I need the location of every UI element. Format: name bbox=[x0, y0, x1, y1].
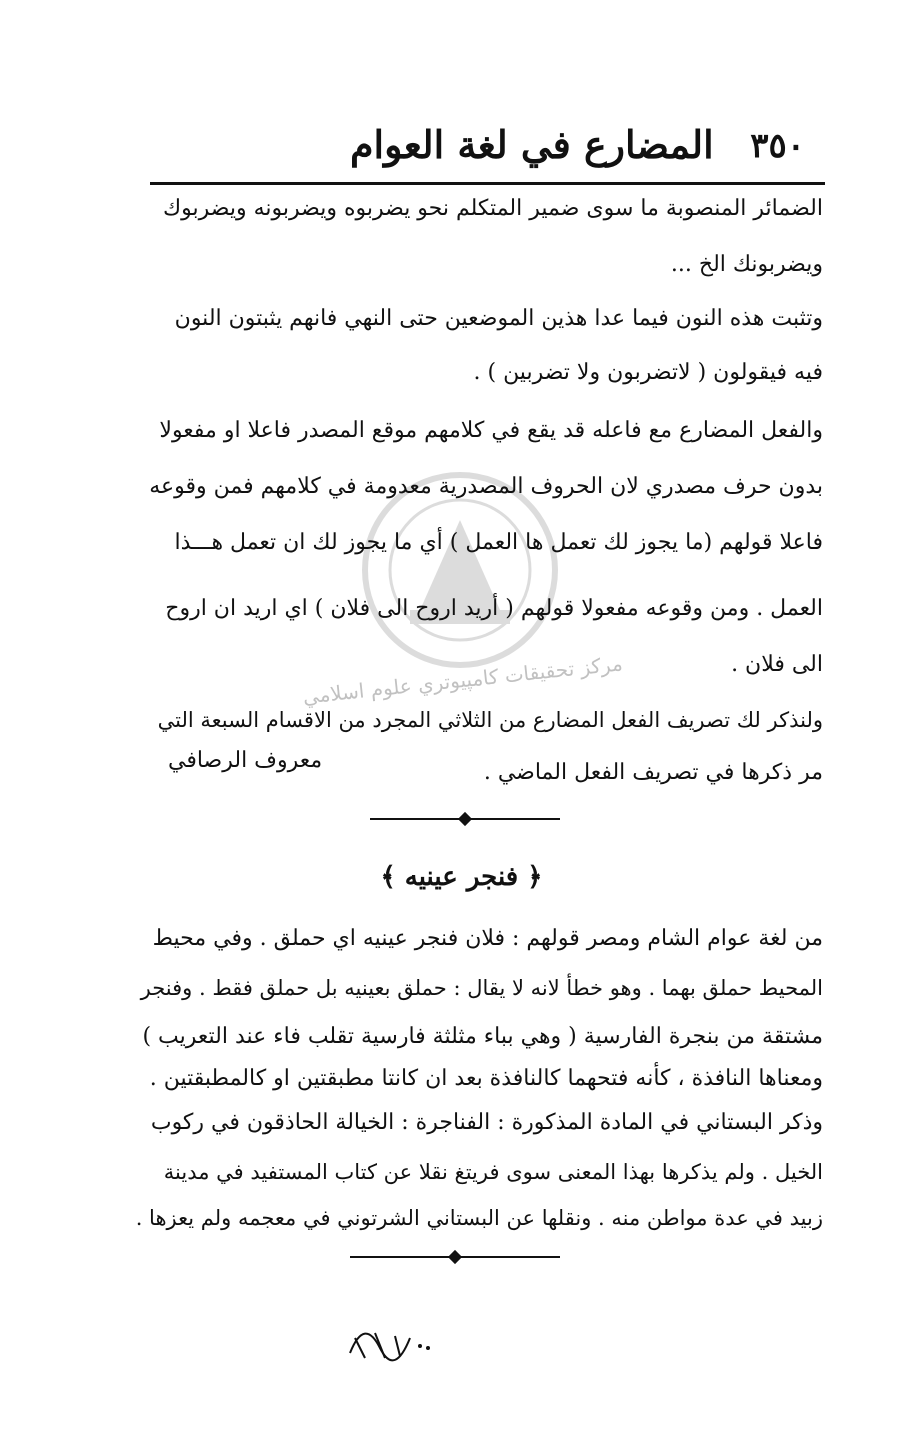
section-line: مشتقة من بنجرة الفارسية ( وهي بباء مثلثة فارسية تقلب فاء عند التعريب ) bbox=[142, 1024, 823, 1049]
body-line: والفعل المضارع مع فاعله قد يقع في كلامهم موقع المصدر فاعلا او مفعولا bbox=[159, 418, 823, 443]
body-line: ولنذكر لك تصريف الفعل المضارع من الثلاثي المجرد من الاقسام السبعة التي bbox=[157, 708, 823, 732]
section-title: ﴿ فنجر عينيه ﴾ bbox=[380, 862, 543, 892]
page-header bbox=[150, 122, 825, 182]
section-line: وذكر البستاني في المادة المذكورة : الفناجرة : الخيالة الحاذقون في ركوب bbox=[150, 1110, 823, 1135]
body-line: فيه فيقولون ( لاتضربون ولا تضربين ) . bbox=[473, 360, 823, 385]
section-line: من لغة عوام الشام ومصر قولهم : فلان فنجر عينيه اي حملق . وفي محيط bbox=[152, 926, 823, 951]
body-line: ويضربونك الخ ... bbox=[670, 252, 823, 277]
body-line: وتثبت هذه النون فيما عدا هذين الموضعين حتى النهي فانهم يثبتون النون bbox=[174, 306, 823, 331]
section-line: ومعناها النافذة ، كأنه فتحهما كالنافذة بعد ان كانتا مطبقتين او كالمطبقتين . bbox=[149, 1066, 823, 1091]
author-signature: معروف الرصافي bbox=[168, 748, 323, 773]
section-line: الخيل . ولم يذكرها بهذا المعنى سوى فريتغ نقلا عن كتاب المستفيد في مدينة bbox=[163, 1160, 823, 1184]
header-rule bbox=[150, 182, 825, 185]
bottom-divider bbox=[350, 1256, 560, 1258]
section-divider bbox=[370, 818, 560, 820]
section-line: المحيط حملق بهما . وهو خطأ لانه لا يقال : حملق بعينيه بل حملق فقط . وفنجر bbox=[140, 976, 823, 1000]
body-line: الى فلان . bbox=[731, 652, 823, 677]
section-line: زبيد في عدة مواطن منه . ونقلها عن البستاني الشرتوني في معجمه ولم يعزها . bbox=[135, 1206, 823, 1230]
end-ornament-icon bbox=[340, 1318, 440, 1368]
watermark-text: مركز تحقيقات كامپيوتري علوم اسلامي bbox=[301, 651, 624, 709]
body-line: فاعلا قولهم (ما يجوز لك تعمل ها العمل ) أي ما يجوز لك ان تعمل هـــذا bbox=[174, 530, 823, 555]
body-line: مر ذكرها في تصريف الفعل الماضي . bbox=[483, 760, 823, 785]
running-title: المضارع في لغة العوام bbox=[350, 122, 714, 167]
body-line: العمل . ومن وقوعه مفعولا قولهم ( أريد اروح الى فلان ) اي اريد ان اروح bbox=[165, 596, 823, 621]
page-number: ٣٥٠ bbox=[750, 126, 805, 166]
body-line: الضمائر المنصوبة ما سوى ضمير المتكلم نحو يضربوه ويضربونه ويضربوك bbox=[163, 196, 823, 221]
body-line: بدون حرف مصدري لان الحروف المصدرية معدومة في كلامهم فمن وقوعه bbox=[149, 474, 823, 499]
